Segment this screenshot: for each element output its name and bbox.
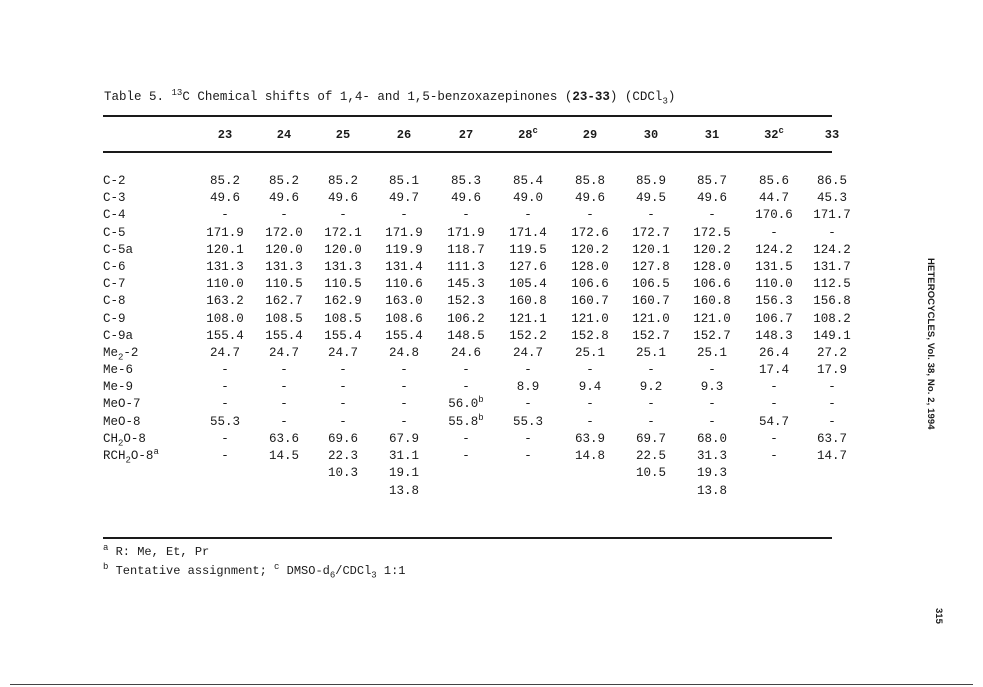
table-cell: - bbox=[400, 414, 408, 429]
table-top-rule bbox=[103, 115, 832, 117]
table-row bbox=[0, 208, 983, 225]
table-cell: 120.1 bbox=[632, 242, 670, 257]
table-cell: - bbox=[339, 380, 347, 395]
table-body bbox=[0, 174, 983, 498]
page-bottom-rule bbox=[10, 684, 973, 685]
table-cell: 108.5 bbox=[265, 311, 303, 326]
table-cell: 120.2 bbox=[693, 242, 731, 257]
table-cell: - bbox=[524, 397, 532, 412]
table-row bbox=[0, 277, 983, 294]
row-label: Me-6 bbox=[103, 363, 134, 378]
table-cell: 128.0 bbox=[693, 259, 731, 274]
table-cell: - bbox=[221, 208, 229, 223]
table-cell: 148.3 bbox=[755, 328, 793, 343]
table-cell-continuation: 13.8 bbox=[388, 483, 419, 498]
table-cell: 106.6 bbox=[693, 277, 731, 292]
table-cell: 145.3 bbox=[447, 277, 485, 292]
table-cell: 85.2 bbox=[209, 174, 240, 188]
table-cell: 108.6 bbox=[385, 311, 423, 326]
table-cell: 152.3 bbox=[447, 294, 485, 309]
table-cell: - bbox=[708, 363, 716, 378]
table-cell: - bbox=[221, 449, 229, 463]
table-cell: 160.7 bbox=[632, 294, 670, 309]
table-cell: 25.1 bbox=[696, 345, 727, 360]
table-cell: 172.7 bbox=[632, 225, 670, 240]
table-cell: 24.7 bbox=[268, 345, 299, 360]
table-cell: 85.2 bbox=[268, 174, 299, 188]
table-cell: - bbox=[339, 397, 347, 412]
table-cell: 17.4 bbox=[758, 363, 789, 378]
table-cell: 121.0 bbox=[693, 311, 731, 326]
table-cell: 155.4 bbox=[265, 328, 303, 343]
table-cell: 171.4 bbox=[509, 225, 547, 240]
table-cell: 160.8 bbox=[509, 294, 547, 309]
table-cell: - bbox=[221, 380, 229, 395]
row-label: C-4 bbox=[103, 208, 126, 223]
table-cell: - bbox=[462, 380, 470, 395]
table-cell: 110.6 bbox=[385, 277, 423, 292]
row-label: C-5 bbox=[103, 225, 126, 240]
table-cell: 131.7 bbox=[813, 259, 851, 274]
footnote-b: $^b$ Tentative assignment; $^c$ DMSO-$d_6/CDCl_3$ 1:1 bbox=[103, 562, 406, 581]
table-cell: 25.1 bbox=[574, 345, 605, 360]
table-cell: - bbox=[770, 225, 778, 240]
table-cell: 127.8 bbox=[632, 259, 670, 274]
table-cell: 56.0$^b$ bbox=[448, 395, 484, 412]
table-cell: 24.7 bbox=[327, 345, 358, 360]
table-cell: 85.4 bbox=[512, 174, 543, 188]
table-cell: - bbox=[462, 363, 470, 378]
table-cell: 106.2 bbox=[447, 311, 485, 326]
table-cell: 14.8 bbox=[574, 449, 605, 463]
table-cell: 55.8$^b$ bbox=[448, 412, 484, 429]
table-cell: 128.0 bbox=[571, 259, 609, 274]
column-header: 29 bbox=[582, 128, 598, 142]
table-cell: - bbox=[586, 363, 594, 378]
table-cell: 49.6 bbox=[327, 191, 358, 206]
table-cell: 131.3 bbox=[324, 259, 362, 274]
table-cell-continuation: 19.1 bbox=[388, 466, 419, 481]
table-cell: 162.9 bbox=[324, 294, 362, 309]
column-header: 23 bbox=[217, 128, 233, 142]
row-label: $RCH_2O-8^a$ bbox=[103, 446, 159, 466]
footnote-a: $^a$ R: Me, Et, Pr bbox=[103, 543, 210, 559]
table-header-row bbox=[0, 128, 983, 146]
table-cell: 63.9 bbox=[574, 431, 605, 446]
table-cell: 49.7 bbox=[388, 191, 419, 206]
table-cell: 106.7 bbox=[755, 311, 793, 326]
row-label: Me-9 bbox=[103, 380, 134, 395]
table-cell: - bbox=[586, 397, 594, 412]
table-cell: 119.5 bbox=[509, 242, 547, 257]
table-cell: 108.2 bbox=[813, 311, 851, 326]
page-number: 315 bbox=[933, 608, 944, 624]
column-header: 30 bbox=[643, 128, 659, 142]
row-label: C-9 bbox=[103, 311, 126, 326]
table-cell: 149.1 bbox=[813, 328, 851, 343]
table-cell: 14.5 bbox=[268, 449, 299, 463]
table-cell: 120.1 bbox=[206, 242, 244, 257]
table-cell: - bbox=[400, 363, 408, 378]
table-cell: - bbox=[770, 380, 778, 395]
table-cell: - bbox=[280, 363, 288, 378]
table-cell-continuation: 13.8 bbox=[696, 483, 727, 498]
row-label: C-3 bbox=[103, 191, 126, 206]
table-row bbox=[0, 243, 983, 260]
table-cell: 120.0 bbox=[265, 242, 303, 257]
table-cell: 85.7 bbox=[696, 174, 727, 188]
table-cell: 171.7 bbox=[813, 208, 851, 223]
column-header: 32$^c$ bbox=[764, 126, 784, 142]
table-row bbox=[0, 260, 983, 277]
table-cell: 22.3 bbox=[327, 449, 358, 463]
table-cell: - bbox=[647, 414, 655, 429]
table-cell: - bbox=[586, 414, 594, 429]
column-header: 24 bbox=[276, 128, 292, 142]
table-header-rule bbox=[103, 151, 832, 153]
table-cell: 162.7 bbox=[265, 294, 303, 309]
row-label: C-8 bbox=[103, 294, 126, 309]
table-row bbox=[0, 397, 983, 414]
table-cell: - bbox=[462, 449, 470, 463]
table-cell: 17.9 bbox=[816, 363, 847, 378]
table-cell: 85.1 bbox=[388, 174, 419, 188]
table-cell: 121.1 bbox=[509, 311, 547, 326]
table-cell: - bbox=[400, 380, 408, 395]
table-cell: 49.6 bbox=[450, 191, 481, 206]
row-label: $CH_2O-8$ bbox=[103, 431, 146, 449]
table-row bbox=[0, 363, 983, 380]
table-cell: 112.5 bbox=[813, 277, 851, 292]
table-row bbox=[0, 226, 983, 243]
table-cell: - bbox=[221, 363, 229, 378]
row-label: C-2 bbox=[103, 174, 126, 188]
table-cell: 85.9 bbox=[635, 174, 666, 188]
table-cell: 24.8 bbox=[388, 345, 419, 360]
table-cell: - bbox=[280, 414, 288, 429]
table-cell: 172.1 bbox=[324, 225, 362, 240]
table-cell: 44.7 bbox=[758, 191, 789, 206]
table-cell: 152.7 bbox=[693, 328, 731, 343]
table-cell: 69.6 bbox=[327, 431, 358, 446]
table-cell: 110.0 bbox=[755, 277, 793, 292]
table-cell: 55.3 bbox=[209, 414, 240, 429]
table-cell: 152.7 bbox=[632, 328, 670, 343]
table-cell: 120.2 bbox=[571, 242, 609, 257]
table-cell: - bbox=[339, 363, 347, 378]
table-cell: 152.8 bbox=[571, 328, 609, 343]
table-cell: - bbox=[708, 208, 716, 223]
table-row bbox=[0, 294, 983, 311]
row-label: C-9a bbox=[103, 328, 134, 343]
table-cell: 31.1 bbox=[388, 449, 419, 463]
row-label: MeO-8 bbox=[103, 414, 141, 429]
table-cell: 110.5 bbox=[265, 277, 303, 292]
table-cell: 9.3 bbox=[700, 380, 724, 395]
table-cell: - bbox=[524, 449, 532, 463]
table-cell: 131.3 bbox=[265, 259, 303, 274]
table-cell: - bbox=[647, 363, 655, 378]
table-cell: - bbox=[400, 397, 408, 412]
column-header: 27 bbox=[458, 128, 474, 142]
table-cell: - bbox=[708, 397, 716, 412]
column-header: 25 bbox=[335, 128, 351, 142]
table-cell: 85.8 bbox=[574, 174, 605, 188]
table-cell: 155.4 bbox=[385, 328, 423, 343]
table-cell: 14.7 bbox=[816, 449, 847, 463]
table-cell: 172.6 bbox=[571, 225, 609, 240]
table-cell: 67.9 bbox=[388, 431, 419, 446]
table-row bbox=[0, 380, 983, 397]
table-cell: 127.6 bbox=[509, 259, 547, 274]
row-label: C-5a bbox=[103, 242, 134, 257]
table-cell: - bbox=[828, 380, 836, 395]
table-cell: 63.7 bbox=[816, 431, 847, 446]
table-row bbox=[0, 312, 983, 329]
table-row bbox=[0, 446, 983, 466]
table-cell: - bbox=[462, 431, 470, 446]
table-cell: 131.4 bbox=[385, 259, 423, 274]
table-cell: 8.9 bbox=[516, 380, 540, 395]
table-cell: 155.4 bbox=[206, 328, 244, 343]
table-cell: 152.2 bbox=[509, 328, 547, 343]
table-cell: - bbox=[770, 449, 778, 463]
table-cell: 27.2 bbox=[816, 345, 847, 360]
table-cell: 111.3 bbox=[447, 259, 485, 274]
table-cell: 121.0 bbox=[571, 311, 609, 326]
table-cell: - bbox=[708, 414, 716, 429]
row-label: $Me_2-2$ bbox=[103, 345, 139, 363]
table-cell: 55.3 bbox=[512, 414, 543, 429]
table-cell: 49.6 bbox=[696, 191, 727, 206]
table-cell: 49.0 bbox=[512, 191, 543, 206]
table-cell: - bbox=[828, 414, 836, 429]
table-cell: 86.5 bbox=[816, 174, 847, 188]
table-cell: - bbox=[280, 380, 288, 395]
table-cell: - bbox=[524, 208, 532, 223]
table-cell: 49.6 bbox=[268, 191, 299, 206]
table-cell: 120.0 bbox=[324, 242, 362, 257]
table-cell: 105.4 bbox=[509, 277, 547, 292]
table-cell: 131.5 bbox=[755, 259, 793, 274]
table-cell-continuation: 10.5 bbox=[635, 466, 666, 481]
table-cell: - bbox=[828, 397, 836, 412]
table-cell: 156.8 bbox=[813, 294, 851, 309]
table-cell: 124.2 bbox=[755, 242, 793, 257]
column-header: 26 bbox=[396, 128, 412, 142]
table-cell: 24.7 bbox=[512, 345, 543, 360]
table-cell: 156.3 bbox=[755, 294, 793, 309]
table-cell: - bbox=[647, 397, 655, 412]
table-cell: - bbox=[770, 431, 778, 446]
table-cell: - bbox=[828, 225, 836, 240]
table-cell: 108.5 bbox=[324, 311, 362, 326]
table-cell: 110.0 bbox=[206, 277, 244, 292]
table-cell: 24.6 bbox=[450, 345, 481, 360]
table-cell: - bbox=[524, 431, 532, 446]
table-cell: - bbox=[400, 208, 408, 223]
table-cell: - bbox=[280, 397, 288, 412]
table-cell: 119.9 bbox=[385, 242, 423, 257]
column-header: 28$^c$ bbox=[518, 126, 538, 142]
table-cell: 49.6 bbox=[574, 191, 605, 206]
table-bottom-rule bbox=[103, 537, 832, 539]
table-cell: 171.9 bbox=[206, 225, 244, 240]
table-row bbox=[0, 174, 983, 191]
table-row bbox=[0, 412, 983, 432]
table-cell: 31.3 bbox=[696, 449, 727, 463]
table-cell: 148.5 bbox=[447, 328, 485, 343]
table-cell: 155.4 bbox=[324, 328, 362, 343]
table-cell: 171.9 bbox=[447, 225, 485, 240]
table-caption: Table 5. $^{13}$C Chemical shifts of 1,4- and 1,5-benzoxazepinones (23-33) (CDCl$_3$) bbox=[104, 87, 676, 107]
table-cell: 110.5 bbox=[324, 277, 362, 292]
table-cell: - bbox=[339, 414, 347, 429]
table-cell: 163.2 bbox=[206, 294, 244, 309]
table-row bbox=[0, 329, 983, 346]
table-cell: 85.2 bbox=[327, 174, 358, 188]
table-cell: 68.0 bbox=[696, 431, 727, 446]
table-cell: 45.3 bbox=[816, 191, 847, 206]
table-cell: 85.6 bbox=[758, 174, 789, 188]
column-header: 33 bbox=[824, 128, 840, 142]
table-row bbox=[0, 346, 983, 363]
table-cell: 121.0 bbox=[632, 311, 670, 326]
table-cell: 9.2 bbox=[639, 380, 663, 395]
table-cell: - bbox=[221, 431, 229, 446]
table-row bbox=[0, 432, 983, 449]
table-cell: 25.1 bbox=[635, 345, 666, 360]
table-cell: 106.6 bbox=[571, 277, 609, 292]
table-cell: 106.5 bbox=[632, 277, 670, 292]
table-cell: - bbox=[524, 363, 532, 378]
row-label: C-6 bbox=[103, 259, 126, 274]
running-header: HETEROCYCLES, Vol. 38, No. 2, 1994 bbox=[925, 258, 936, 430]
table-cell: 26.4 bbox=[758, 345, 789, 360]
table-cell: 49.6 bbox=[209, 191, 240, 206]
table-cell: - bbox=[647, 208, 655, 223]
table-cell: 170.6 bbox=[755, 208, 793, 223]
table-cell: - bbox=[339, 208, 347, 223]
table-cell: 171.9 bbox=[385, 225, 423, 240]
table-cell: - bbox=[280, 208, 288, 223]
table-cell: - bbox=[221, 397, 229, 412]
table-cell: 49.5 bbox=[635, 191, 666, 206]
table-cell: 22.5 bbox=[635, 449, 666, 463]
table-cell: 118.7 bbox=[447, 242, 485, 257]
table-cell: 108.0 bbox=[206, 311, 244, 326]
table-cell: 160.7 bbox=[571, 294, 609, 309]
table-cell: 63.6 bbox=[268, 431, 299, 446]
table-cell: 172.5 bbox=[693, 225, 731, 240]
table-cell: 9.4 bbox=[578, 380, 602, 395]
table-cell: 163.0 bbox=[385, 294, 423, 309]
table-cell-continuation: 19.3 bbox=[696, 466, 727, 481]
table-cell-continuation: 10.3 bbox=[327, 466, 358, 481]
row-label: C-7 bbox=[103, 277, 126, 292]
table-row bbox=[0, 191, 983, 208]
table-cell: 85.3 bbox=[450, 174, 481, 188]
table-cell: 124.2 bbox=[813, 242, 851, 257]
table-cell: 131.3 bbox=[206, 259, 244, 274]
column-header: 31 bbox=[704, 128, 720, 142]
table-cell: 54.7 bbox=[758, 414, 789, 429]
table-cell: 160.8 bbox=[693, 294, 731, 309]
table-cell: - bbox=[586, 208, 594, 223]
table-cell: 24.7 bbox=[209, 345, 240, 360]
table-cell: 172.0 bbox=[265, 225, 303, 240]
table-cell: - bbox=[770, 397, 778, 412]
row-label: MeO-7 bbox=[103, 397, 141, 412]
table-cell: - bbox=[462, 208, 470, 223]
table-cell: 69.7 bbox=[635, 431, 666, 446]
